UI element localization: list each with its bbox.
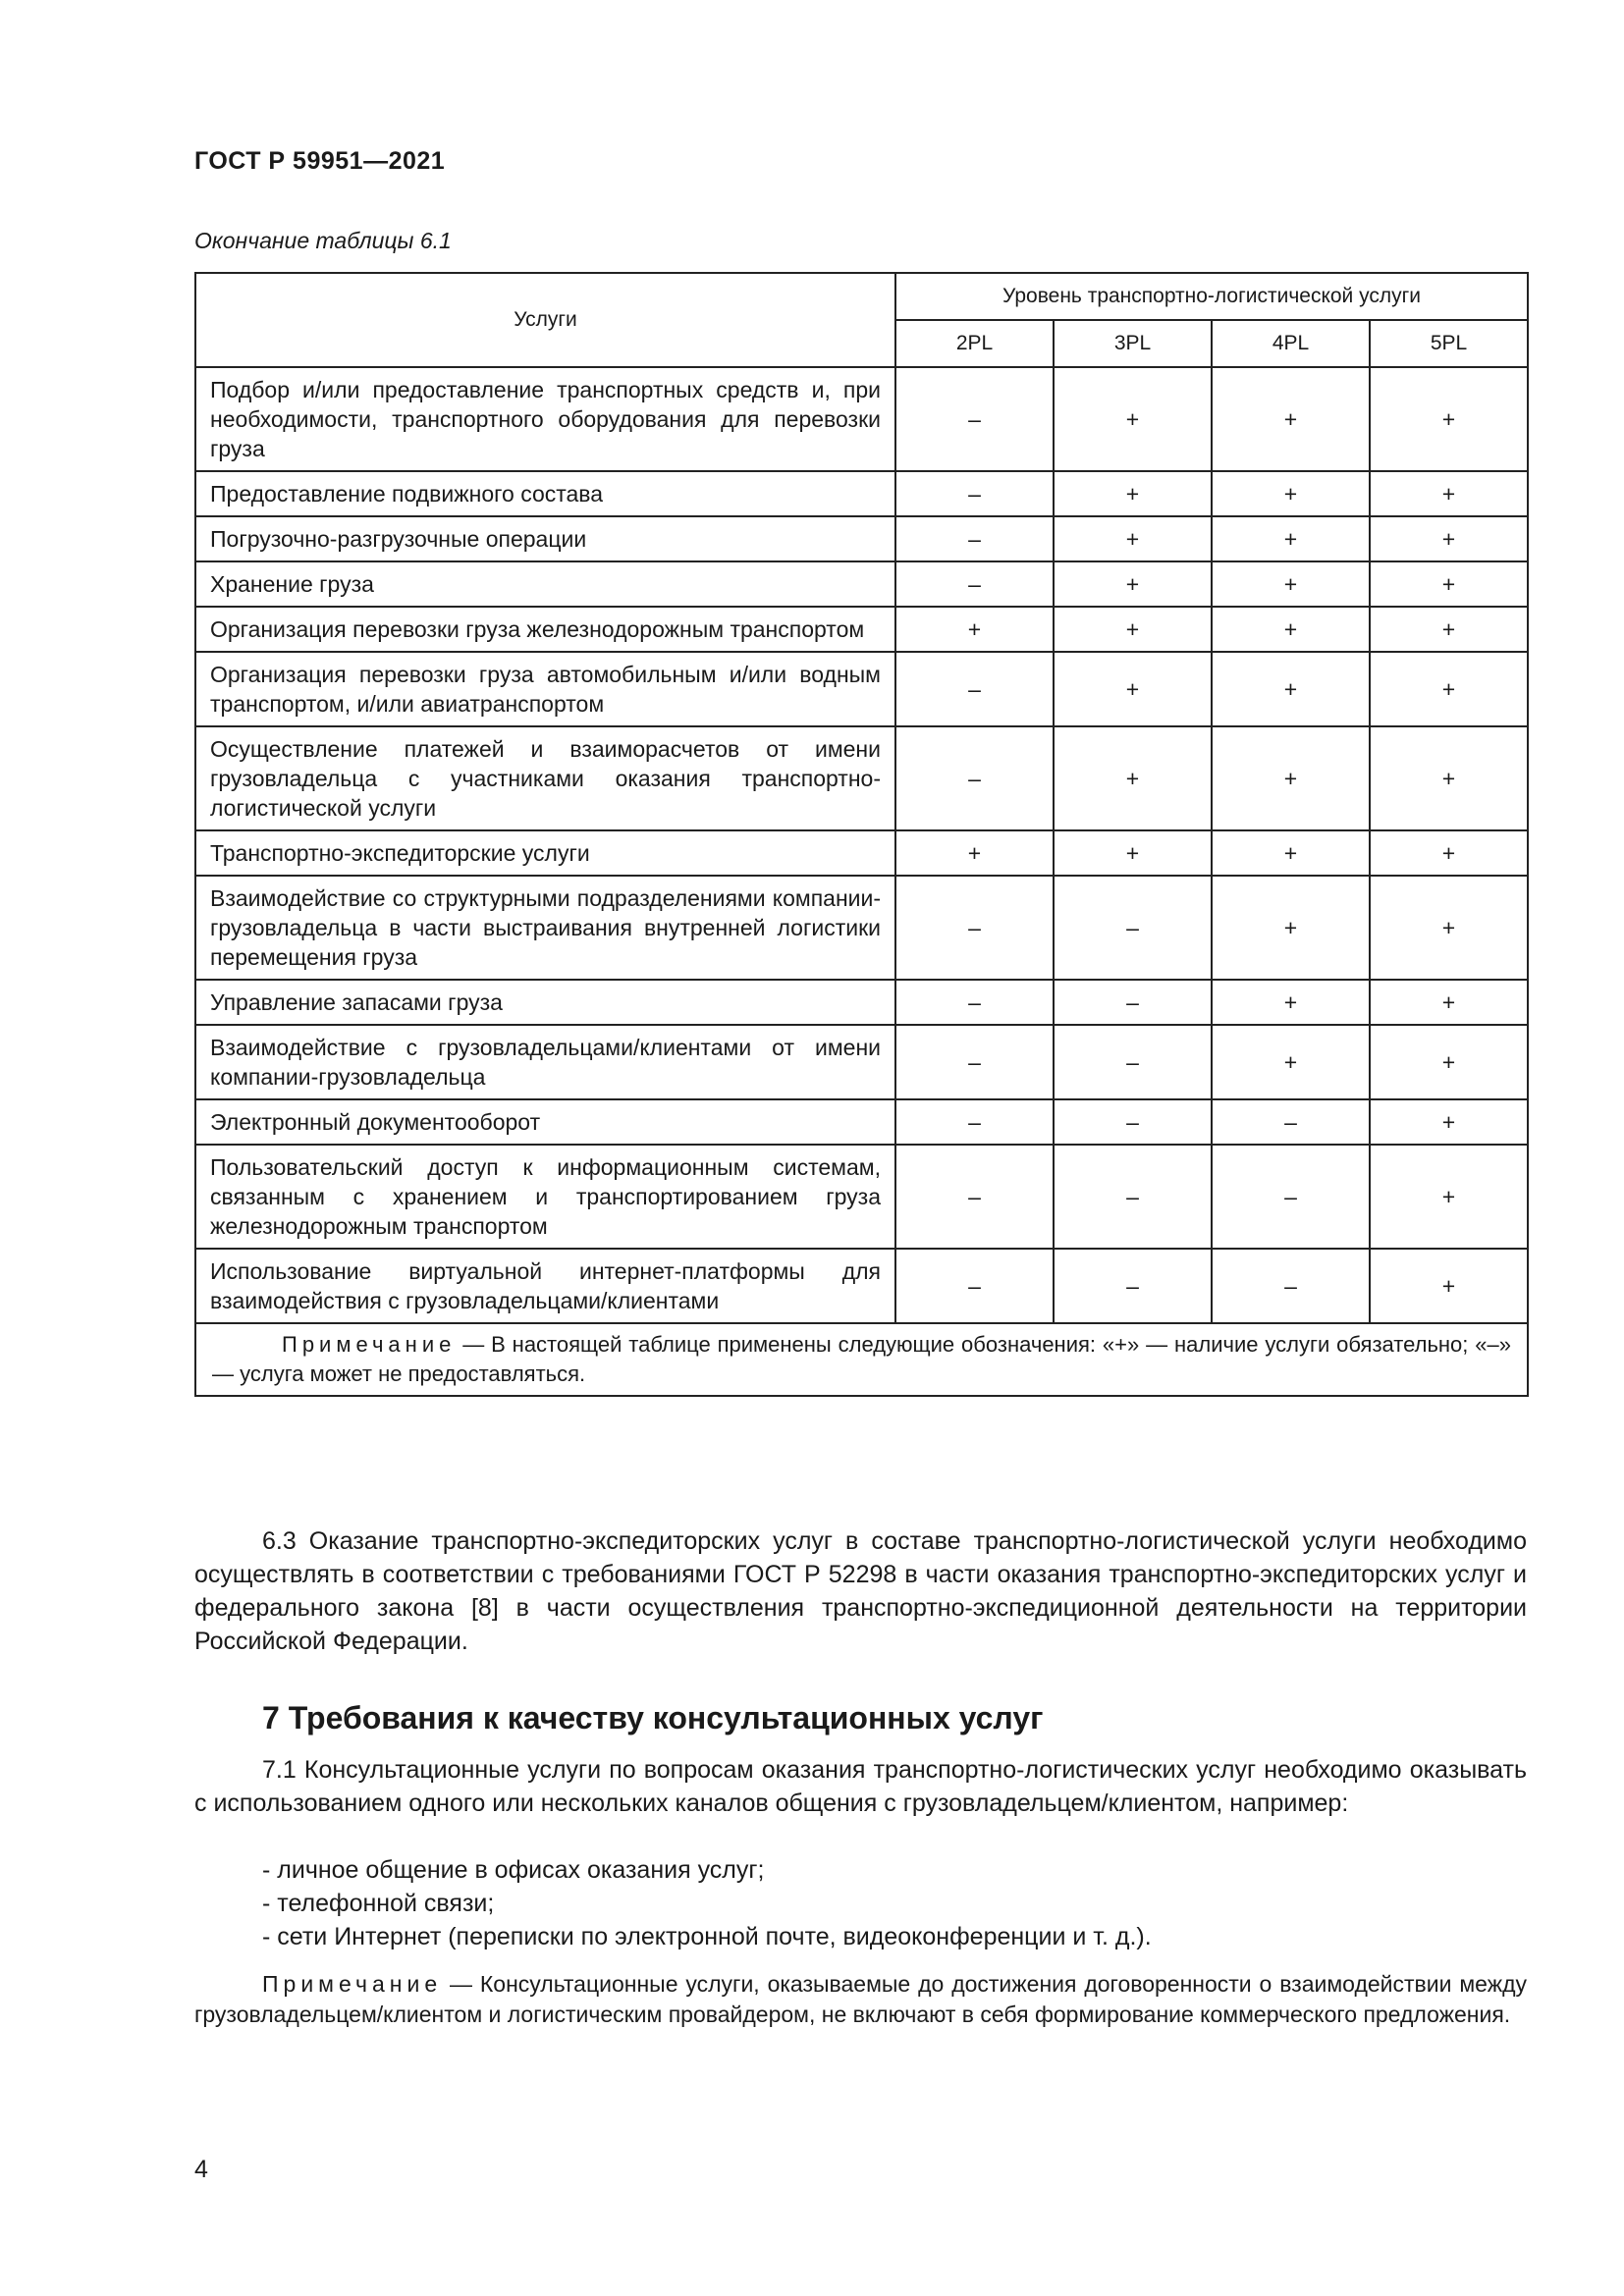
level-mark-cell: –: [895, 1145, 1054, 1249]
level-mark-cell: –: [1212, 1249, 1370, 1323]
service-cell: Организация перевозки груза автомобильным и/или водным транспортом, и/или авиатранспортом: [195, 652, 895, 726]
level-mark-cell: +: [1212, 607, 1370, 652]
table-row: [195, 1145, 1528, 1249]
level-mark-cell: –: [1054, 980, 1212, 1025]
service-cell: Пользовательский доступ к информационным системам, связанным с хранением и транспортированием груза железнодорожным транспортом: [195, 1145, 895, 1249]
table-row: [195, 516, 1528, 561]
level-header: 4PL: [1212, 320, 1370, 367]
level-mark-cell: –: [1054, 1099, 1212, 1145]
level-mark-cell: +: [895, 830, 1054, 876]
level-mark-cell: –: [895, 726, 1054, 830]
service-cell: Взаимодействие со структурными подразделениями компании-грузовладельца в части выстраивания внутренней логистики перемещения груза: [195, 876, 895, 980]
level-mark-cell: –: [895, 1025, 1054, 1099]
level-mark-cell: –: [895, 1099, 1054, 1145]
level-mark-cell: +: [1054, 367, 1212, 471]
level-mark-cell: +: [1212, 830, 1370, 876]
level-header: 5PL: [1370, 320, 1528, 367]
level-mark-cell: –: [895, 367, 1054, 471]
level-mark-cell: +: [1370, 1025, 1528, 1099]
service-cell: Погрузочно-разгрузочные операции: [195, 516, 895, 561]
table-row: [195, 980, 1528, 1025]
level-mark-cell: –: [895, 516, 1054, 561]
section-7-note-text: — Консультационные услуги, оказываемые до достижения договоренности о взаимодействии между грузовладельцем/клиентом и логистическим провайдером, не включают в себя формирование коммерческого предложения.: [194, 1971, 1527, 2027]
table-note: [195, 1323, 1528, 1396]
services-table: [194, 272, 1529, 1397]
level-mark-cell: –: [1054, 1249, 1212, 1323]
level-mark-cell: +: [1370, 876, 1528, 980]
level-mark-cell: +: [1054, 471, 1212, 516]
list-item: - сети Интернет (переписки по электронной почте, видеоконференции и т. д.).: [262, 1923, 1152, 1950]
level-mark-cell: +: [1054, 607, 1212, 652]
level-group-header: Уровень транспортно-логистической услуги: [895, 273, 1528, 320]
service-cell: Использование виртуальной интернет-платформы для взаимодействия с грузовладельцами/клиентами: [195, 1249, 895, 1323]
level-mark-cell: +: [1370, 1099, 1528, 1145]
level-mark-cell: +: [1212, 652, 1370, 726]
table-row: [195, 471, 1528, 516]
table-row: [195, 1099, 1528, 1145]
level-mark-cell: –: [895, 980, 1054, 1025]
level-mark-cell: –: [1212, 1145, 1370, 1249]
service-cell: Взаимодействие с грузовладельцами/клиентами от имени компании-грузовладельца: [195, 1025, 895, 1099]
table-row: [195, 607, 1528, 652]
paragraph-7-1: 7.1 Консультационные услуги по вопросам оказания транспортно-логистических услуг необходимо оказывать с использованием одного или нескольких каналов общения с грузовладельцем/клиентом, например:: [194, 1756, 1527, 1817]
page-number: 4: [194, 2156, 208, 2183]
level-mark-cell: –: [1054, 1025, 1212, 1099]
services-column-header: Услуги: [195, 273, 895, 367]
document-header: ГОСТ Р 59951—2021: [194, 147, 446, 175]
section-7-note: [194, 1969, 1527, 2030]
level-mark-cell: +: [1370, 830, 1528, 876]
level-mark-cell: +: [1370, 652, 1528, 726]
level-mark-cell: –: [1212, 1099, 1370, 1145]
level-mark-cell: +: [1370, 561, 1528, 607]
service-cell: Транспортно-экспедиторские услуги: [195, 830, 895, 876]
table-row: [195, 1249, 1528, 1323]
section-7-heading: 7 Требования к качеству консультационных услуг: [262, 1700, 1044, 1735]
table-row: [195, 652, 1528, 726]
level-mark-cell: +: [1054, 726, 1212, 830]
table-caption: Окончание таблицы 6.1: [194, 228, 452, 253]
level-mark-cell: +: [1370, 367, 1528, 471]
table-row: [195, 876, 1528, 980]
level-mark-cell: +: [1212, 561, 1370, 607]
level-mark-cell: +: [1212, 726, 1370, 830]
level-mark-cell: +: [1054, 561, 1212, 607]
service-cell: Осуществление платежей и взаиморасчетов от имени грузовладельца с участниками оказания транспортно-логистической услуги: [195, 726, 895, 830]
level-mark-cell: +: [1054, 830, 1212, 876]
level-mark-cell: –: [895, 471, 1054, 516]
level-mark-cell: +: [1212, 876, 1370, 980]
service-cell: Подбор и/или предоставление транспортных средств и, при необходимости, транспортного оборудования для перевозки груза: [195, 367, 895, 471]
list-item: - личное общение в офисах оказания услуг;: [262, 1856, 765, 1884]
table-note-label: Примечание: [282, 1332, 457, 1357]
service-cell: Электронный документооборот: [195, 1099, 895, 1145]
table-row: [195, 367, 1528, 471]
table-row: [195, 561, 1528, 607]
level-mark-cell: –: [895, 652, 1054, 726]
level-header: 2PL: [895, 320, 1054, 367]
paragraph-6-3: 6.3 Оказание транспортно-экспедиторских услуг в составе транспортно-логистической услуги необходимо осуществлять в соответствии с требованиями ГОСТ Р 52298 в части оказания транспортно-экспедиторских услуг и федерального закона [8] в части осуществления транспортно-экспедиционной деятельности на территории Российской Федерации.: [194, 1527, 1527, 1655]
level-mark-cell: +: [1370, 1145, 1528, 1249]
list-item: - телефонной связи;: [262, 1890, 495, 1917]
level-mark-cell: +: [1370, 607, 1528, 652]
section-7-note-label: Примечание: [262, 1971, 443, 1997]
level-mark-cell: +: [1370, 1249, 1528, 1323]
level-mark-cell: +: [1370, 516, 1528, 561]
service-cell: Предоставление подвижного состава: [195, 471, 895, 516]
service-cell: Хранение груза: [195, 561, 895, 607]
level-mark-cell: +: [1212, 1025, 1370, 1099]
level-mark-cell: –: [895, 876, 1054, 980]
table-row: [195, 1025, 1528, 1099]
table-row: [195, 830, 1528, 876]
table-note-text: — В настоящей таблице применены следующие обозначения: «+» — наличие услуги обязательно; «–» — услуга может не предоставляться.: [212, 1332, 1511, 1386]
level-mark-cell: +: [1212, 471, 1370, 516]
level-mark-cell: –: [1054, 876, 1212, 980]
service-cell: Управление запасами груза: [195, 980, 895, 1025]
level-mark-cell: –: [895, 1249, 1054, 1323]
level-mark-cell: +: [1370, 980, 1528, 1025]
level-mark-cell: +: [895, 607, 1054, 652]
level-mark-cell: +: [1054, 652, 1212, 726]
level-mark-cell: –: [1054, 1145, 1212, 1249]
level-mark-cell: –: [895, 561, 1054, 607]
level-mark-cell: +: [1212, 980, 1370, 1025]
service-cell: Организация перевозки груза железнодорожным транспортом: [195, 607, 895, 652]
level-mark-cell: +: [1370, 471, 1528, 516]
level-mark-cell: +: [1370, 726, 1528, 830]
level-header: 3PL: [1054, 320, 1212, 367]
level-mark-cell: +: [1212, 516, 1370, 561]
level-mark-cell: +: [1212, 367, 1370, 471]
table-row: [195, 726, 1528, 830]
level-mark-cell: +: [1054, 516, 1212, 561]
